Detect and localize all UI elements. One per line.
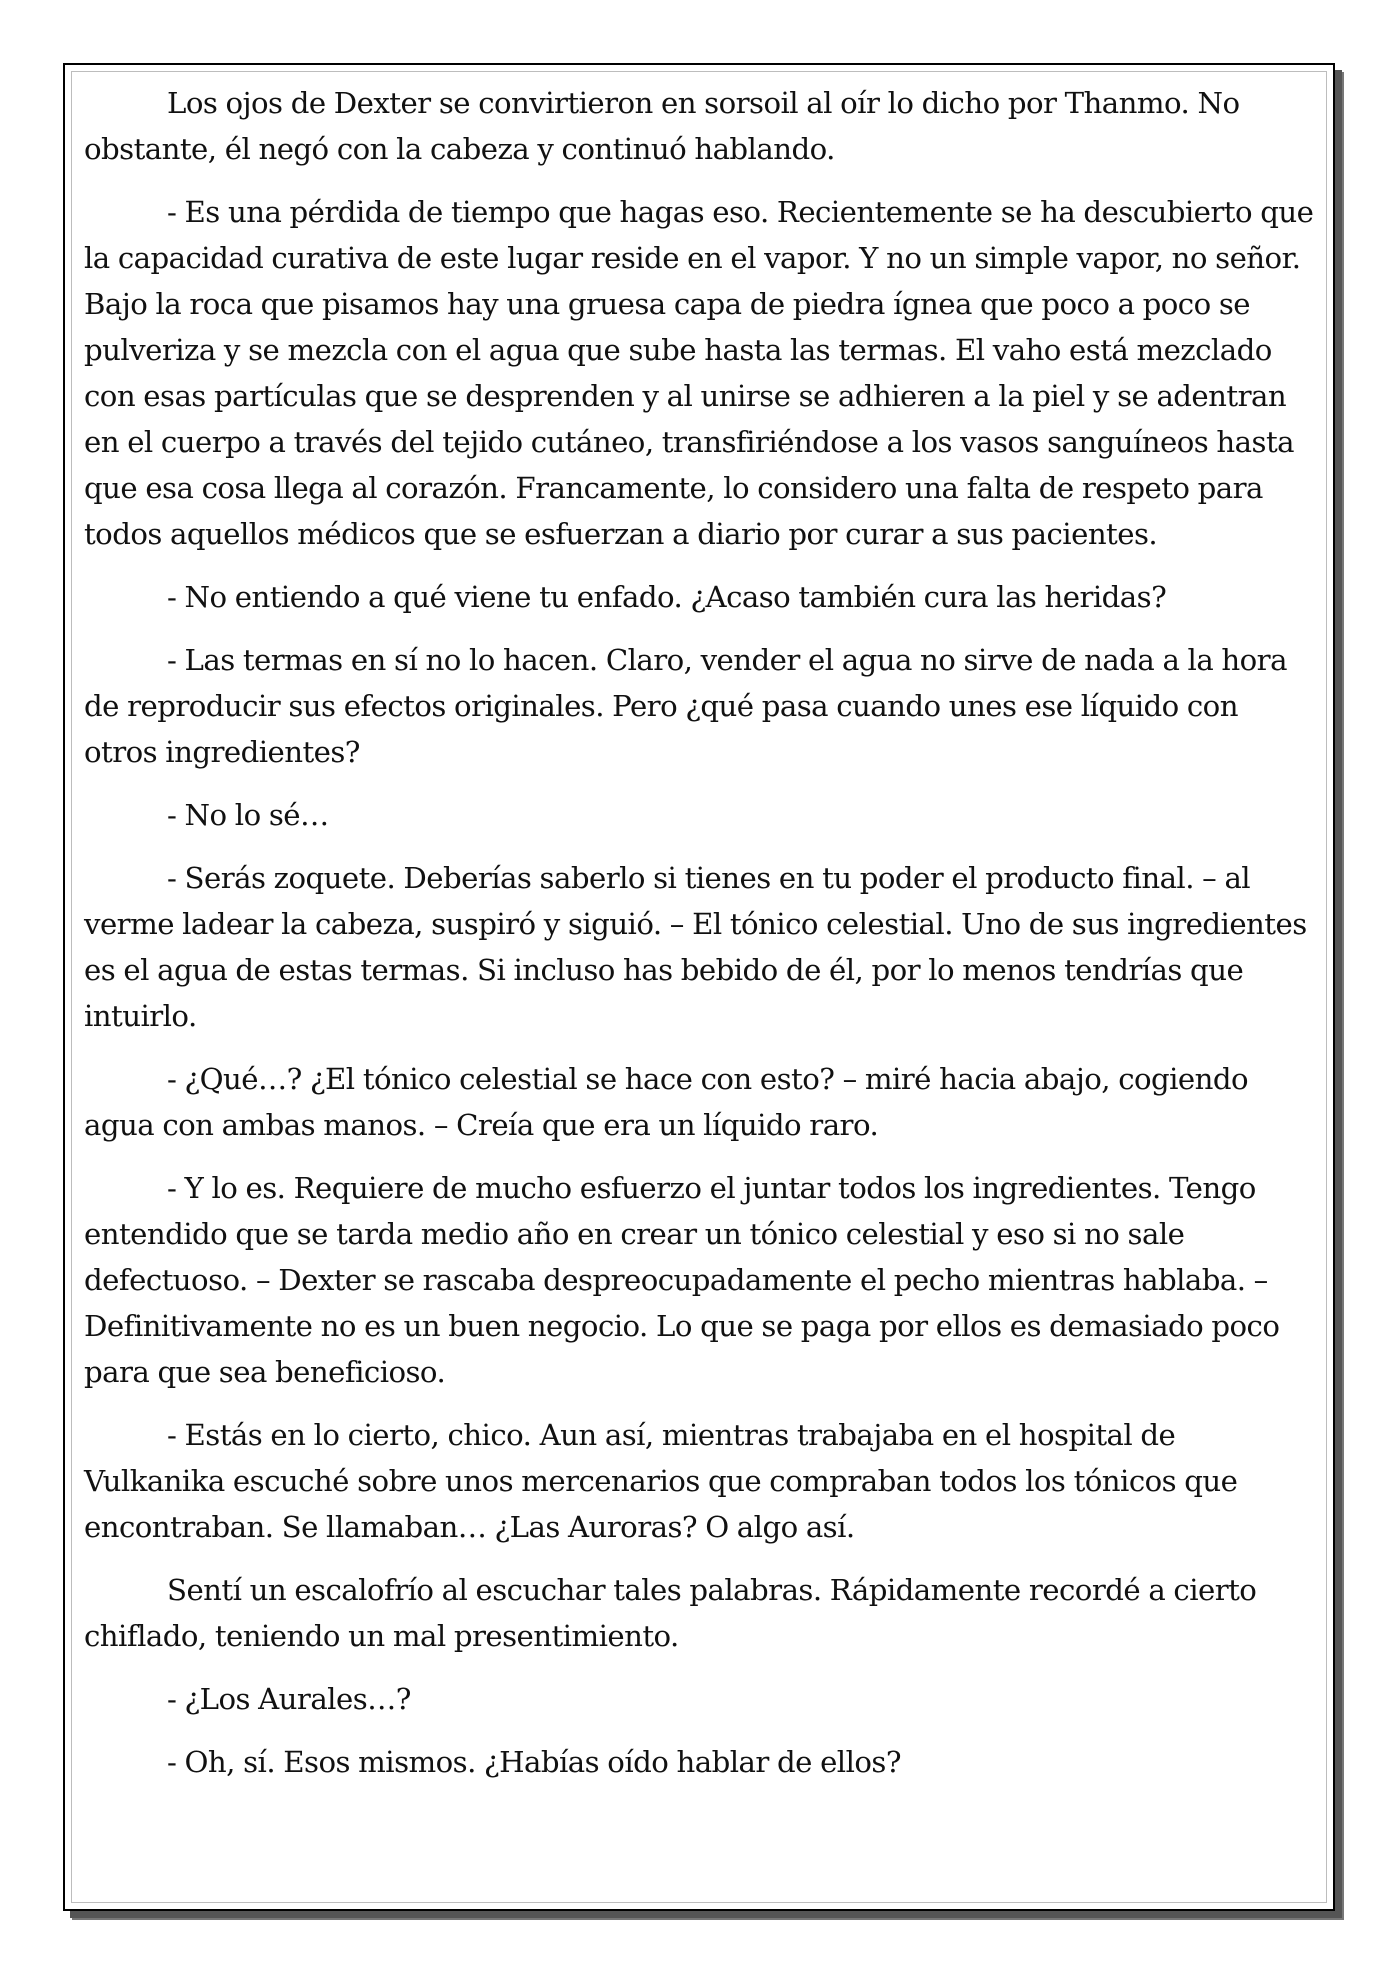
- document-body: [84, 80, 1314, 1802]
- paragraph-6: - Serás zoquete. Deberías saberlo si tienes en tu poder el producto final. – al verme ladear la cabeza, suspiró y siguió. – El tónico celestial. Uno de sus ingredientes es el agua de estas termas. Si incluso has bebido de él, por lo menos tendrías que intuirlo.: [84, 861, 1307, 1033]
- paragraph-3: - No entiendo a qué viene tu enfado. ¿Acaso también cura las heridas?: [167, 580, 1167, 614]
- paragraph-1: Los ojos de Dexter se convirtieron en sorsoil al oír lo dicho por Thanmo. No obstante, él negó con la cabeza y continuó hablando.: [84, 86, 1240, 166]
- paragraph-12: - Oh, sí. Esos mismos. ¿Habías oído hablar de ellos?: [167, 1745, 901, 1779]
- paragraph-4: - Las termas en sí no lo hacen. Claro, vender el agua no sirve de nada a la hora de reproducir sus efectos originales. Pero ¿qué pasa cuando unes ese líquido con otros ingredientes?: [84, 643, 1287, 769]
- paragraph-2: - Es una pérdida de tiempo que hagas eso. Recientemente se ha descubierto que la capacidad curativa de este lugar reside en el vapor. Y no un simple vapor, no señor. Bajo la roca que pisamos hay una gruesa capa de piedra ígnea que poco a poco se pulveriza y se mezcla con el agua que sube hasta las termas. El vaho está mezclado con esas partículas que se desprenden y al unirse se adhieren a la piel y se adentran en el cuerpo a través del tejido cutáneo, transfiriéndose a los vasos sanguíneos hasta que esa cosa llega al corazón. Francamente, lo considero una falta de respeto para todos aquellos médicos que se esfuerzan a diario por curar a sus pacientes.: [84, 195, 1314, 551]
- paragraph-9: - Estás en lo cierto, chico. Aun así, mientras trabajaba en el hospital de Vulkanika escuché sobre unos mercenarios que compraban todos los tónicos que encontraban. Se llamaban… ¿Las Auroras? O algo así.: [84, 1418, 1238, 1544]
- paragraph-11: - ¿Los Aurales…?: [167, 1682, 411, 1716]
- paragraph-7: - ¿Qué…? ¿El tónico celestial se hace con esto? – miré hacia abajo, cogiendo agua con ambas manos. – Creía que era un líquido raro.: [84, 1062, 1249, 1142]
- paragraph-8: - Y lo es. Requiere de mucho esfuerzo el juntar todos los ingredientes. Tengo entendido que se tarda medio año en crear un tónico celestial y eso si no sale defectuoso. – Dexter se rascaba despreocupadamente el pecho mientras hablaba. – Definitivamente no es un buen negocio. Lo que se paga por ellos es demasiado poco para que sea beneficioso.: [84, 1171, 1280, 1389]
- paragraph-5: - No lo sé…: [167, 798, 329, 832]
- paragraph-10: Sentí un escalofrío al escuchar tales palabras. Rápidamente recordé a cierto chiflado, teniendo un mal presentimiento.: [84, 1573, 1257, 1653]
